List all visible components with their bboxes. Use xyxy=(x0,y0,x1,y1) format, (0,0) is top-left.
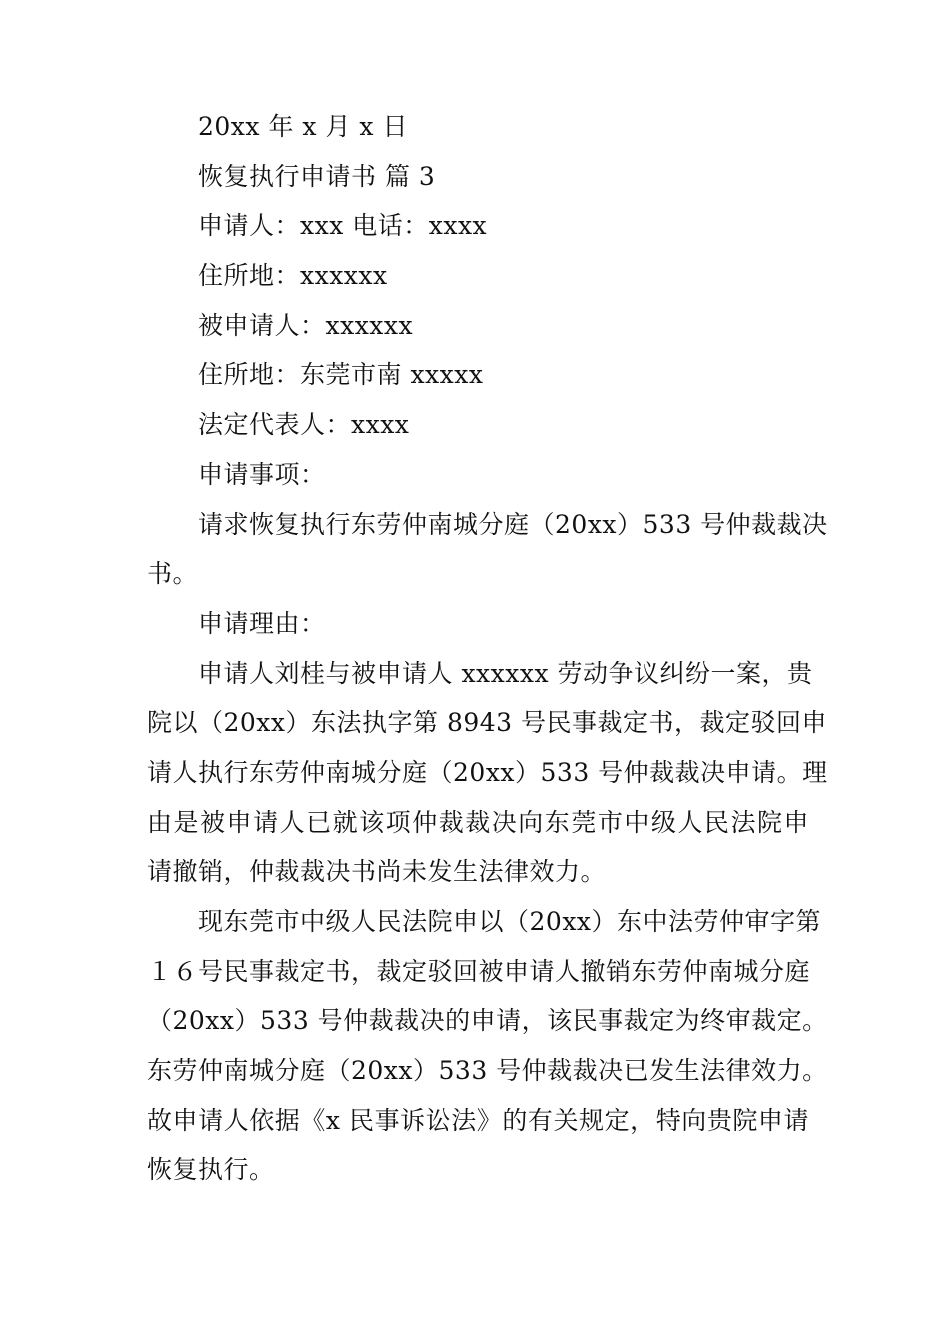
paragraph-line: 故申请人依据《x 民事诉讼法》的有关规定，特向贵院申请 xyxy=(147,1105,809,1135)
paragraph-line: 申请人刘桂与被申请人 xxxxxx 劳动争议纠纷一案，贵 xyxy=(198,658,813,688)
date-line: 20xx 年 x 月 x 日 xyxy=(198,112,408,141)
paragraph-line: （20xx）533 号仲裁裁决的申请，该民事裁定为终审裁定。 xyxy=(147,1006,828,1036)
paragraph-line: 请求恢复执行东劳仲南城分庭（20xx）533 号仲裁裁决 xyxy=(198,509,828,539)
reasons-heading: 申请理由： xyxy=(198,608,326,638)
paragraph-line: 由是被申请人已就该项仲裁裁决向东莞市中级人民法院申 xyxy=(147,807,809,837)
section-title: 恢复执行申请书 篇 3 xyxy=(198,161,436,191)
matters-paragraph xyxy=(147,500,828,599)
matters-heading: 申请事项： xyxy=(198,459,326,489)
paragraph-line: 东劳仲南城分庭（20xx）533 号仲裁裁决已发生法律效力。 xyxy=(147,1056,828,1086)
applicant-line: 申请人：xxx 电话：xxxx xyxy=(198,211,488,241)
paragraph-line: 现东莞市中级人民法院申以（20xx）东中法劳仲审字第 xyxy=(198,907,822,936)
paragraph-line: 请撤销，仲裁裁决书尚未发生法律效力。 xyxy=(147,857,607,887)
reasons-paragraph-1 xyxy=(147,649,828,897)
reasons-paragraph-2 xyxy=(147,897,828,1195)
document-body xyxy=(147,102,828,1195)
paragraph-line: 请人执行东劳仲南城分庭（20xx）533 号仲裁裁决申请。理 xyxy=(147,757,828,787)
respondent-address: 住所地：东莞市南 xxxxx xyxy=(198,360,484,390)
paragraph-line: 书。 xyxy=(147,559,199,589)
paragraph-line: １６号民事裁定书，裁定驳回被申请人撤销东劳仲南城分庭 xyxy=(147,956,811,986)
legal-representative-line: 法定代表人：xxxx xyxy=(198,410,410,440)
paragraph-line: 院以（20xx）东法执字第 8943 号民事裁定书，裁定驳回申 xyxy=(147,708,828,738)
respondent-line: 被申请人：xxxxxx xyxy=(198,310,414,340)
applicant-address: 住所地：xxxxxx xyxy=(198,261,388,291)
paragraph-line: 恢复执行。 xyxy=(147,1155,275,1185)
